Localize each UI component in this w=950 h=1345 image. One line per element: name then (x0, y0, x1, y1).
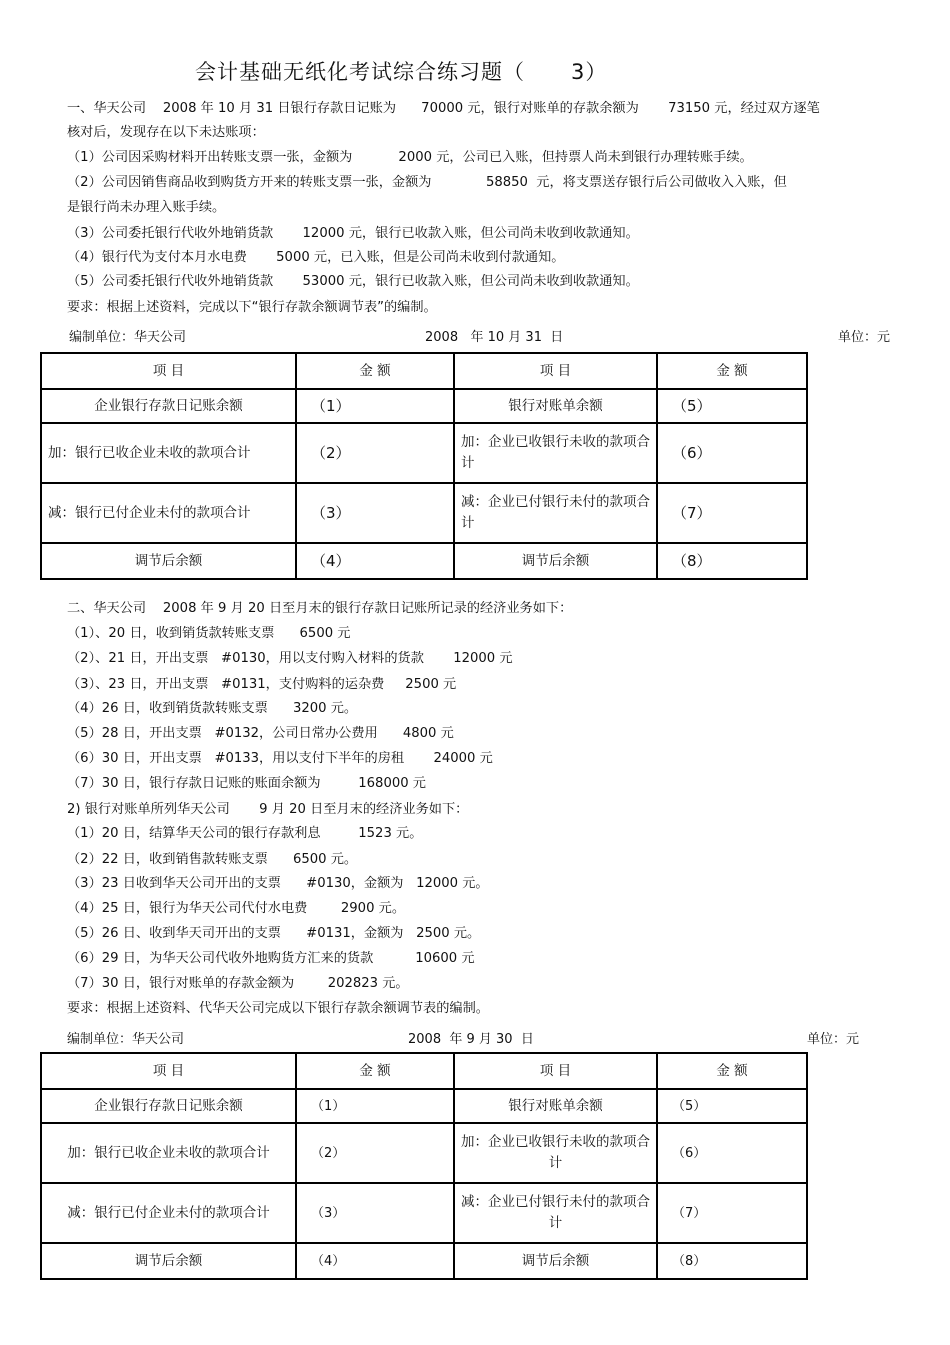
amount-cell: （3） (296, 1183, 454, 1243)
q1-reconciliation-table (40, 352, 808, 580)
table-cell: 调节后余额 (41, 1243, 296, 1279)
amount-cell: （7） (657, 483, 807, 543)
amount-cell: （1） (296, 389, 454, 423)
amount-cell: （8） (657, 1243, 807, 1279)
q2-line-11: （2）22 日，收到销售款转账支票 6500 元。 (67, 852, 358, 867)
q2-line-13: （4）25 日，银行为华天公司代付水电费 2900 元。 (67, 901, 406, 916)
q1-line-4: （2）公司因销售商品收到购货方开来的转账支票一张，金额为 58850 元，将支票送存银行后公司做收入入账，但 (67, 175, 787, 190)
q1-meta-row (67, 326, 902, 344)
header-item: 项 目 (454, 1053, 657, 1089)
amount-cell: （5） (657, 389, 807, 423)
table-cell: 加：银行已收企业未收的款项合计 (41, 423, 296, 483)
q2-line-9: 2) 银行对账单所列华天公司 9 月 20 日至月末的经济业务如下： (67, 802, 469, 817)
table-row (41, 1243, 807, 1279)
table-cell: 银行对账单余额 (454, 1089, 657, 1123)
q1-date: 2008 年 10 月 31 日 (425, 330, 564, 345)
q2-currency: 单位：元 (807, 1032, 860, 1047)
q1-line-9: 要求：根据上述资料，完成以下“银行存款余额调节表”的编制。 (67, 300, 437, 315)
amount-cell: （7） (657, 1183, 807, 1243)
q2-line-15: （6）29 日，为华天公司代收外地购货方汇来的货款 10600 元 (67, 951, 475, 966)
q1-currency: 单位：元 (838, 330, 891, 345)
q1-line-7: （4）银行代为支付本月水电费 5000 元，已入账，但是公司尚未收到付款通知。 (67, 250, 565, 265)
amount-cell: （4） (296, 1243, 454, 1279)
q2-line-16: （7）30 日，银行对账单的存款金额为 202823 元。 (67, 976, 409, 991)
q2-line-7: （6）30 日，开出支票 #0133，用以支付下半年的房租 24000 元 (67, 751, 493, 766)
table-cell: 企业银行存款日记账余额 (41, 1089, 296, 1123)
q1-line-5: 是银行尚未办理入账手续。 (67, 200, 226, 215)
amount-cell: （1） (296, 1089, 454, 1123)
q2-line-8: （7）30 日，银行存款日记账的账面余额为 168000 元 (67, 776, 426, 791)
table-row (41, 1089, 807, 1123)
table-cell: 调节后余额 (41, 543, 296, 579)
table-cell: 企业银行存款日记账余额 (41, 389, 296, 423)
q1-line-8: （5）公司委托银行代收外地销货款 53000 元，银行已收款入账，但公司尚未收到收款通知。 (67, 274, 639, 289)
q2-line-14: （5）26 日、收到华天司开出的支票 #0131，金额为 2500 元。 (67, 926, 481, 941)
q2-line-3: （2）、21 日，开出支票 #0130，用以支付购入材料的货款 12000 元 (67, 651, 513, 666)
table-row (41, 389, 807, 423)
q2-line-12: （3）23 日收到华天公司开出的支票 #0130，金额为 12000 元。 (67, 876, 489, 891)
q2-unit-label: 编制单位：华天公司 (67, 1032, 185, 1047)
q1-line-1: 一、华天公司 2008 年 10 月 31 日银行存款日记账为 70000 元，银行对账单的存款余额为 73150 元，经过双方逐笔 (67, 101, 820, 116)
amount-cell: （3） (296, 483, 454, 543)
page-title: 会计基础无纸化考试综合练习题（ 3） (195, 60, 608, 84)
amount-cell: （4） (296, 543, 454, 579)
table-cell: 银行对账单余额 (454, 389, 657, 423)
table-cell: 减：银行已付企业未付的款项合计 (41, 1183, 296, 1243)
amount-cell: （8） (657, 543, 807, 579)
table-cell: 调节后余额 (454, 543, 657, 579)
header-amount: 金 额 (296, 353, 454, 389)
table-cell: 减：企业已付银行未付的款项合计 (454, 1183, 657, 1243)
q2-reconciliation-table (40, 1052, 808, 1280)
q1-unit-label: 编制单位：华天公司 (69, 330, 187, 345)
q2-line-4: （3）、23 日，开出支票 #0131，支付购料的运杂费 2500 元 (67, 677, 457, 692)
table-header-row (41, 353, 807, 389)
amount-cell: （6） (657, 1123, 807, 1183)
table-cell: 加：企业已收银行未收的款项合计 (454, 423, 657, 483)
q2-line-10: （1）20 日，结算华天公司的银行存款利息 1523 元。 (67, 826, 423, 841)
q1-line-2: 核对后，发现存在以下未达账项： (67, 125, 265, 140)
table-cell: 减：银行已付企业未付的款项合计 (41, 483, 296, 543)
q2-line-2: （1）、20 日，收到销货款转账支票 6500 元 (67, 626, 351, 641)
table-row (41, 423, 807, 483)
q2-line-1: 二、华天公司 2008 年 9 月 20 日至月末的银行存款日记账所记录的经济业务如下： (67, 601, 573, 616)
header-item: 项 目 (454, 353, 657, 389)
table-row (41, 1123, 807, 1183)
q2-date: 2008 年 9 月 30 日 (408, 1032, 534, 1047)
table-cell: 调节后余额 (454, 1243, 657, 1279)
table-cell: 加：银行已收企业未收的款项合计 (41, 1123, 296, 1183)
q2-line-17: 要求：根据上述资料、代华天公司完成以下银行存款余额调节表的编制。 (67, 1001, 489, 1016)
q2-meta-row (67, 1028, 902, 1046)
header-amount: 金 额 (657, 1053, 807, 1089)
header-amount: 金 额 (657, 353, 807, 389)
table-cell: 减：企业已付银行未付的款项合计 (454, 483, 657, 543)
q1-line-3: （1）公司因采购材料开出转账支票一张，金额为 2000 元，公司已入账，但持票人尚未到银行办理转账手续。 (67, 150, 753, 165)
header-item: 项 目 (41, 1053, 296, 1089)
table-row (41, 483, 807, 543)
amount-cell: （5） (657, 1089, 807, 1123)
amount-cell: （2） (296, 1123, 454, 1183)
table-header-row (41, 1053, 807, 1089)
q2-line-6: （5）28 日，开出支票 #0132，公司日常办公费用 4800 元 (67, 726, 454, 741)
amount-cell: （2） (296, 423, 454, 483)
table-row (41, 543, 807, 579)
q2-line-5: （4）26 日，收到销货款转账支票 3200 元。 (67, 701, 358, 716)
table-cell: 加：企业已收银行未收的款项合计 (454, 1123, 657, 1183)
q1-line-6: （3）公司委托银行代收外地销货款 12000 元，银行已收款入账，但公司尚未收到收款通知。 (67, 226, 639, 241)
table-row (41, 1183, 807, 1243)
header-amount: 金 额 (296, 1053, 454, 1089)
header-item: 项 目 (41, 353, 296, 389)
amount-cell: （6） (657, 423, 807, 483)
